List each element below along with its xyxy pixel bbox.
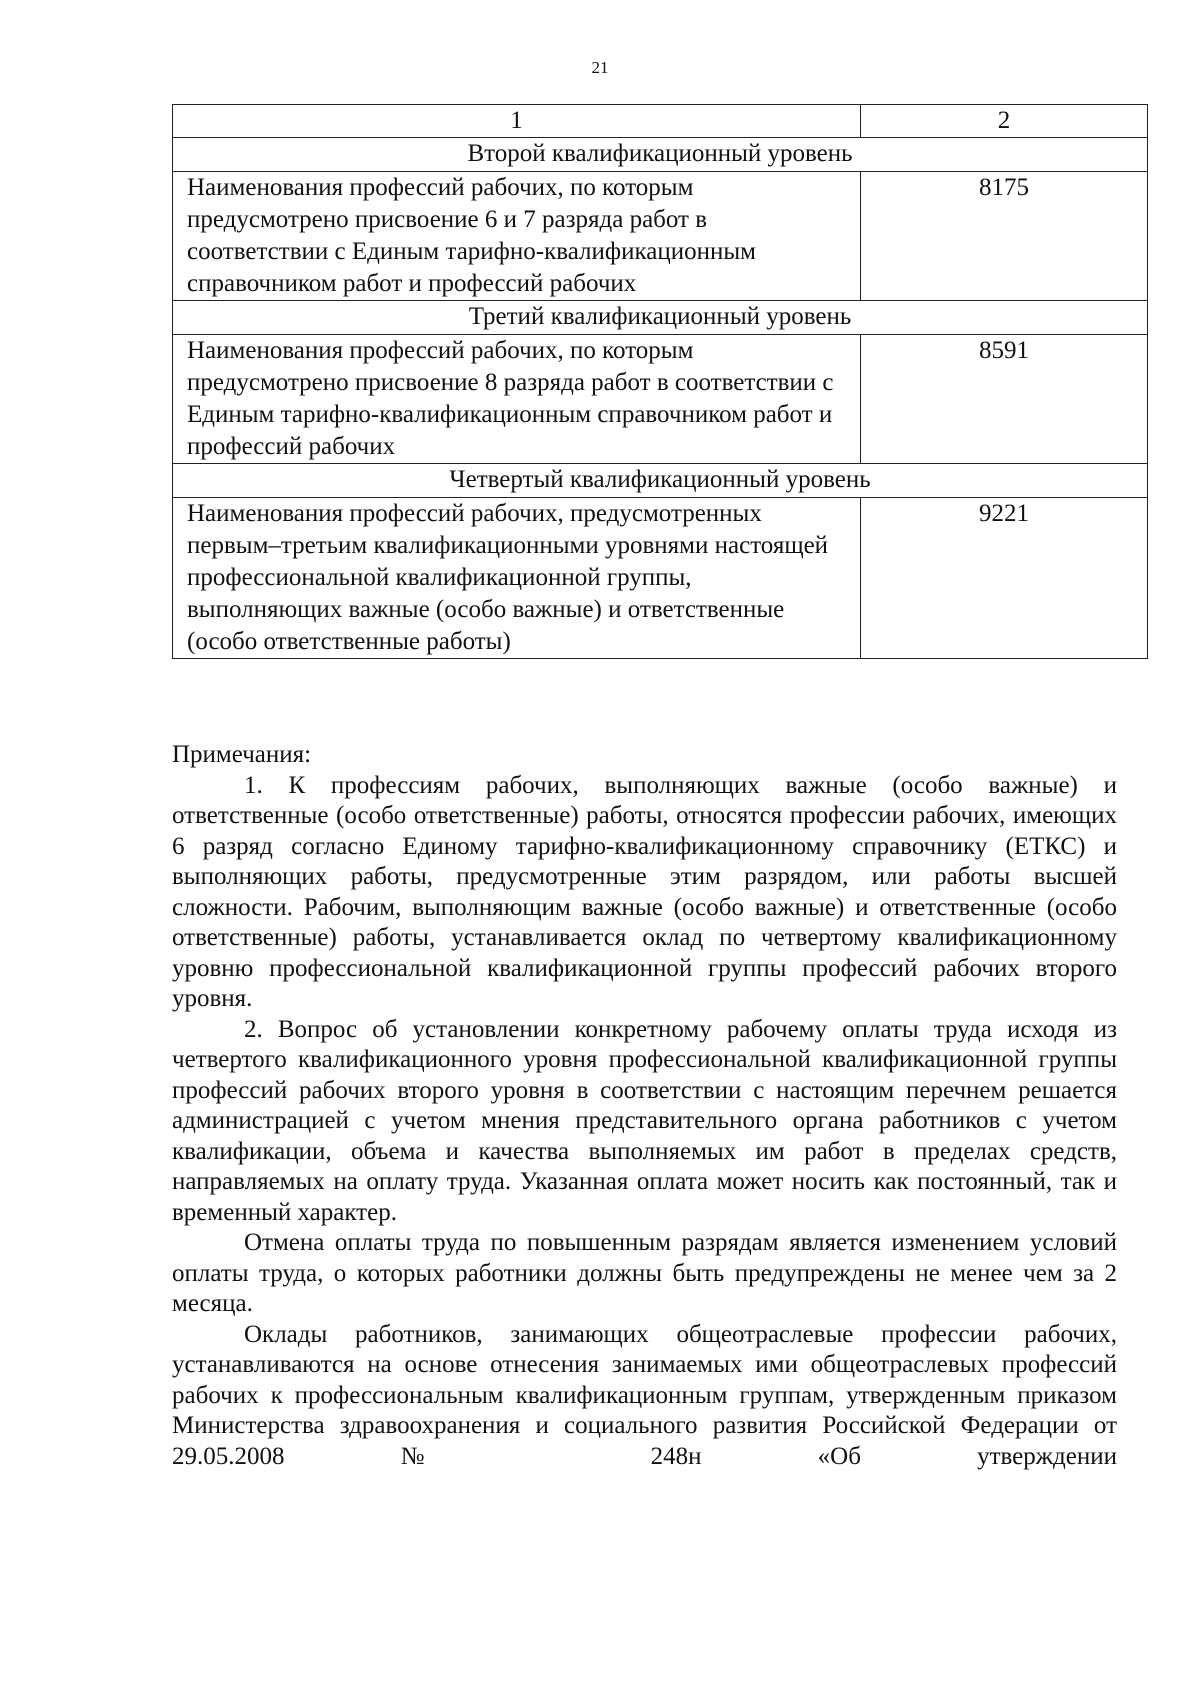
profession-description: Наименования профессий рабочих, по которым предусмотрено присвоение 6 и 7 разряда работ в соответствии с Единым тарифно-квалификационным справочником работ и профессий рабочих <box>173 172 861 301</box>
notes-title: Примечания: <box>172 741 312 768</box>
salary-value: 8591 <box>861 335 1148 464</box>
note-paragraph-2: 2. Вопрос об установлении конкретному рабочему оплаты труда исходя из четвертого квалификационного уровня профессиональной квалификационной группы профессий рабочих второго уровня в соответствии с настоящим перечнем решается администрацией с учетом мнения представительного органа работников с учетом квалификации, объема и качества выполняемых им работ в пределах средств, направляемых на оплату труда. Указанная оплата может носить как постоянный, так и временный характер. <box>172 1015 1117 1226</box>
salary-table <box>172 104 1148 659</box>
profession-description: Наименования профессий рабочих, по которым предусмотрено присвоение 8 разряда работ в соответствии с Единым тарифно-квалификационным справочником работ и профессий рабочих <box>173 335 861 464</box>
profession-description: Наименования профессий рабочих, предусмотренных первым–третьим квалификационными уровнями настоящей профессиональной квалификационной группы, выполняющих важные (особо важные) и ответственные (особо ответственные работы) <box>173 498 861 659</box>
level-heading: Четвертый квалификационный уровень <box>173 464 1148 498</box>
level-heading: Второй квалификационный уровень <box>173 138 1148 172</box>
level-row <box>173 464 1148 498</box>
level-row <box>173 301 1148 335</box>
note-paragraph-1: 1. К профессиям рабочих, выполняющих важные (особо важные) и ответственные (особо ответственные) работы, относятся профессии рабочих, имеющих 6 разряд согласно Единому тарифно-квалификационному справочнику (ЕТКС) и выполняющих работы, предусмотренные этим разрядом, или работы высшей сложности. Рабочим, выполняющим важные (особо важные) и ответственные (особо ответственные) работы, устанавливается оклад по четвертому квалификационному уровню профессиональной квалификационной группы профессий рабочих второго уровня. <box>172 771 1117 1012</box>
table-header-row <box>173 105 1148 138</box>
salary-value: 9221 <box>861 498 1148 659</box>
column-header-1: 1 <box>173 105 861 138</box>
table-row <box>173 498 1148 659</box>
level-heading: Третий квалификационный уровень <box>173 301 1148 335</box>
page-number: 21 <box>591 58 609 77</box>
note-paragraph-3: Отмена оплаты труда по повышенным разрядам является изменением условий оплаты труда, о которых работники должны быть предупреждены не менее чем за 2 месяца. <box>172 1229 1117 1317</box>
column-header-2: 2 <box>861 105 1148 138</box>
table-row <box>173 335 1148 464</box>
salary-value: 8175 <box>861 172 1148 301</box>
note-paragraph-4: Оклады работников, занимающих общеотраслевые профессии рабочих, устанавливаются на основе отнесения занимаемых ими общеотраслевых профессий рабочих к профессиональным квалификационным группам, утвержденным приказом Министерства здравоохранения и социального развития Российской Федерации от 29.05.2008 № 248н «Об утверждении <box>172 1320 1117 1470</box>
table-row <box>173 172 1148 301</box>
notes-section <box>172 740 1117 1472</box>
level-row <box>173 138 1148 172</box>
